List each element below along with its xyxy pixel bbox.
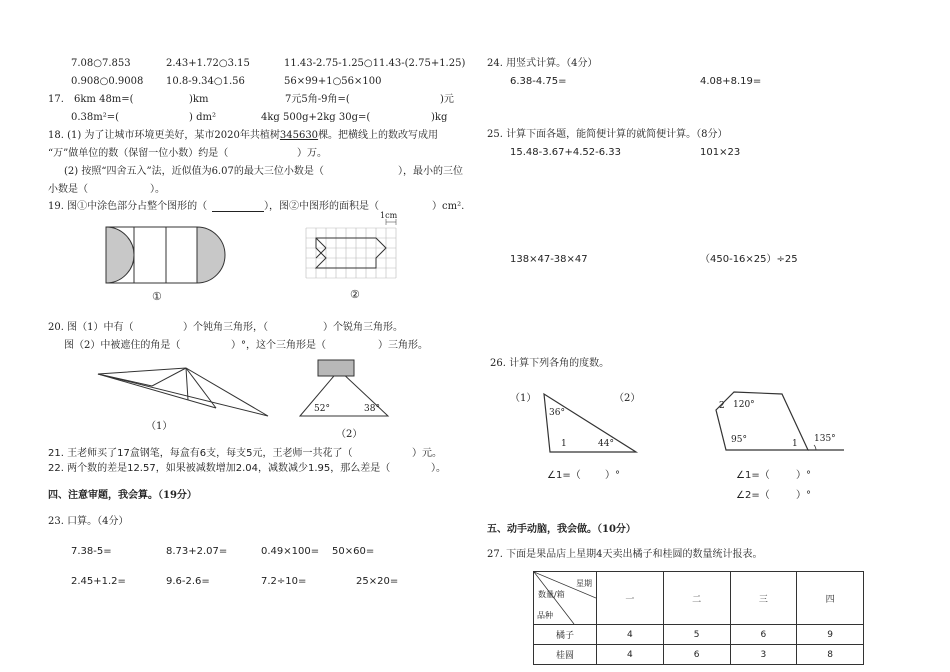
q17-d: 4kg 500g+2kg 30g=( [261, 112, 371, 123]
q18-line2-unit: ）万。 [297, 148, 327, 159]
oral-calc-item: 9.6-2.6= [166, 576, 210, 587]
q22-text: 22. 两个数的差是12.57，如果被减数增加2.04，减数减少1.95，那么差是（ [48, 463, 391, 474]
q24-b: 4.08+8.19= [700, 76, 762, 87]
stats-table [533, 571, 864, 665]
compare-item: 56×99+1○56×100 [284, 76, 382, 87]
q23-title: 23. 口算。（4分） [48, 516, 129, 527]
q25-title: 25. 计算下面各题，能简便计算的就简便计算。（8分） [487, 129, 728, 140]
t1-angle-44: 44° [598, 439, 614, 449]
q19-mid: ），图②中图形的面积是（ [264, 201, 379, 212]
q26-quadrilateral [706, 388, 846, 454]
figure-2-label: ② [350, 288, 360, 301]
q22-post: ）。 [431, 463, 446, 474]
q18-line1 [48, 131, 438, 141]
figure-20-2-label: （2） [336, 429, 363, 440]
row-label: 桂圆 [534, 645, 597, 665]
row-label: 橘子 [534, 625, 597, 645]
q20-line1: 20. 图（1）中有（ [48, 322, 134, 333]
q26-answer-1-post: ）° [605, 470, 620, 481]
table-cell: 4 [597, 645, 664, 665]
figure-20-1-triangles [96, 362, 272, 420]
q18-line3: (2) 按照“四舍五入”法，近似值为6.07的最大三位小数是（ [64, 166, 324, 177]
oral-calc-item: 0.49×100= [261, 546, 320, 557]
compare-item: 10.8-9.34○1.56 [166, 76, 245, 87]
q17-b: 7元5角-9角=( [285, 94, 350, 105]
compare-item: 2.43+1.72○3.15 [166, 58, 250, 69]
compare-item: 0.908○0.9008 [71, 76, 144, 87]
q18-line1-pre: 18. (1) 为了让城市环境更美好，某市2020年共植树 [48, 130, 280, 141]
figure-2-grid-shape [300, 210, 410, 290]
table-row [534, 625, 864, 645]
t1-angle-36: 36° [549, 408, 565, 418]
q17-c: 0.38m²=( [71, 112, 120, 123]
oral-calc-item: 50×60= [332, 546, 375, 557]
figure-1-label: ① [152, 290, 162, 303]
figure-1-shaded-shape [100, 224, 230, 286]
q20-line1-mid: ）个钝角三角形，（ [183, 322, 268, 333]
day-header: 四 [797, 572, 864, 625]
q18-line4-post: ）。 [150, 184, 165, 195]
day-header: 一 [597, 572, 664, 625]
q17-d-unit: )kg [431, 112, 448, 123]
day-header: 三 [730, 572, 797, 625]
table-cell: 8 [797, 645, 864, 665]
q26-title: 26. 计算下列各角的度数。 [490, 358, 610, 369]
q26-answer-2-2-post: ）° [796, 490, 811, 501]
q25-a: 15.48-3.67+4.52-6.33 [510, 147, 622, 158]
table-cell: 3 [730, 645, 797, 665]
q26-label-1: （1） [510, 393, 537, 404]
oral-calc-item: 2.45+1.2= [71, 576, 126, 587]
q26-answer-1: ∠1=（ [547, 470, 581, 481]
header-week: 星期 [576, 579, 592, 588]
t2-angle-1: 1 [792, 439, 798, 449]
table-header-row [534, 572, 864, 625]
t2-angle-95: 95° [731, 435, 747, 445]
oral-calc-item: 7.2÷10= [261, 576, 307, 587]
q26-answer-2-1: ∠1=（ [736, 470, 770, 481]
q17-a: 6km 48m=( [74, 94, 134, 105]
diagonal-header-cell [534, 572, 597, 625]
table-cell: 6 [663, 645, 730, 665]
q20-line2-post: ）三角形。 [378, 340, 428, 351]
q21-text: 21. 王老师买了17盒钢笔，每盒有6支，每支5元，王老师一共花了（ [48, 448, 353, 459]
section-4-heading: 四、注意审题，我会算。（19分） [48, 490, 197, 501]
compare-item: 7.08○7.853 [71, 58, 131, 69]
t2-angle-120: 120° [733, 400, 755, 410]
q24-title: 24. 用竖式计算。（4分） [487, 58, 598, 69]
q19-blank [212, 211, 264, 212]
q17-a-unit: )km [189, 94, 209, 105]
table-cell: 6 [730, 625, 797, 645]
q18-line2: “万”做单位的数（保留一位小数）约是（ [48, 148, 229, 159]
q20-line2: 图（2）中被遮住的角是（ [64, 340, 181, 351]
oral-calc-item: 7.38-5= [71, 546, 112, 557]
table-row [534, 645, 864, 665]
table-cell: 5 [663, 625, 730, 645]
q17-number: 17. [48, 94, 64, 105]
oral-calc-item: 25×20= [356, 576, 399, 587]
q25-c: 138×47-38×47 [510, 254, 588, 265]
q20-line1-post: ）个锐角三角形。 [323, 322, 403, 333]
q20-line2-mid: ）°，这个三角形是（ [231, 340, 326, 351]
q25-b: 101×23 [700, 147, 741, 158]
q18-line1-post: 棵。把横线上的数改写成用 [318, 130, 439, 141]
q26-answer-2-1-post: ）° [796, 470, 811, 481]
q24-a: 6.38-4.75= [510, 76, 567, 87]
q18-line3-post: ），最小的三位 [398, 166, 463, 177]
q26-answer-2-2: ∠2=（ [736, 490, 770, 501]
q19-text: 19. 图①中涂色部分占整个图形的（ [48, 201, 208, 212]
t2-angle-2: 2 [719, 401, 725, 411]
angle-52: 52° [314, 404, 330, 414]
q17-b-unit: )元 [440, 94, 454, 105]
oral-calc-item: 8.73+2.07= [166, 546, 228, 557]
q17-c-unit: ) dm² [189, 112, 216, 123]
t1-angle-1: 1 [561, 439, 567, 449]
q18-line4: 小数是（ [48, 184, 88, 195]
compare-item: 11.43-2.75-1.25○11.43-(2.75+1.25) [284, 58, 466, 69]
q19-post: ）cm². [432, 201, 465, 212]
q27-title: 27. 下面是果品店上星期4天卖出橘子和桂圆的数量统计报表。 [487, 549, 763, 560]
table-cell: 9 [797, 625, 864, 645]
figure-20-2-triangle [290, 356, 400, 420]
section-5-heading: 五、动手动脑，我会做。（10分） [487, 524, 636, 535]
q26-triangle-1 [540, 392, 640, 456]
q25-d: （450-16×25）÷25 [700, 254, 798, 265]
scale-label: 1cm [380, 211, 398, 220]
header-kind: 品种 [537, 611, 553, 620]
angle-38: 38° [364, 404, 380, 414]
figure-20-1-label: （1） [146, 421, 173, 432]
table-cell: 4 [597, 625, 664, 645]
day-header: 二 [663, 572, 730, 625]
q21-post: ）元。 [412, 448, 442, 459]
header-qty: 数量/箱 [538, 590, 565, 599]
q18-underlined-number: 345630 [279, 130, 319, 141]
q26-label-2: （2） [614, 393, 641, 404]
t2-angle-135: 135° [814, 434, 836, 444]
